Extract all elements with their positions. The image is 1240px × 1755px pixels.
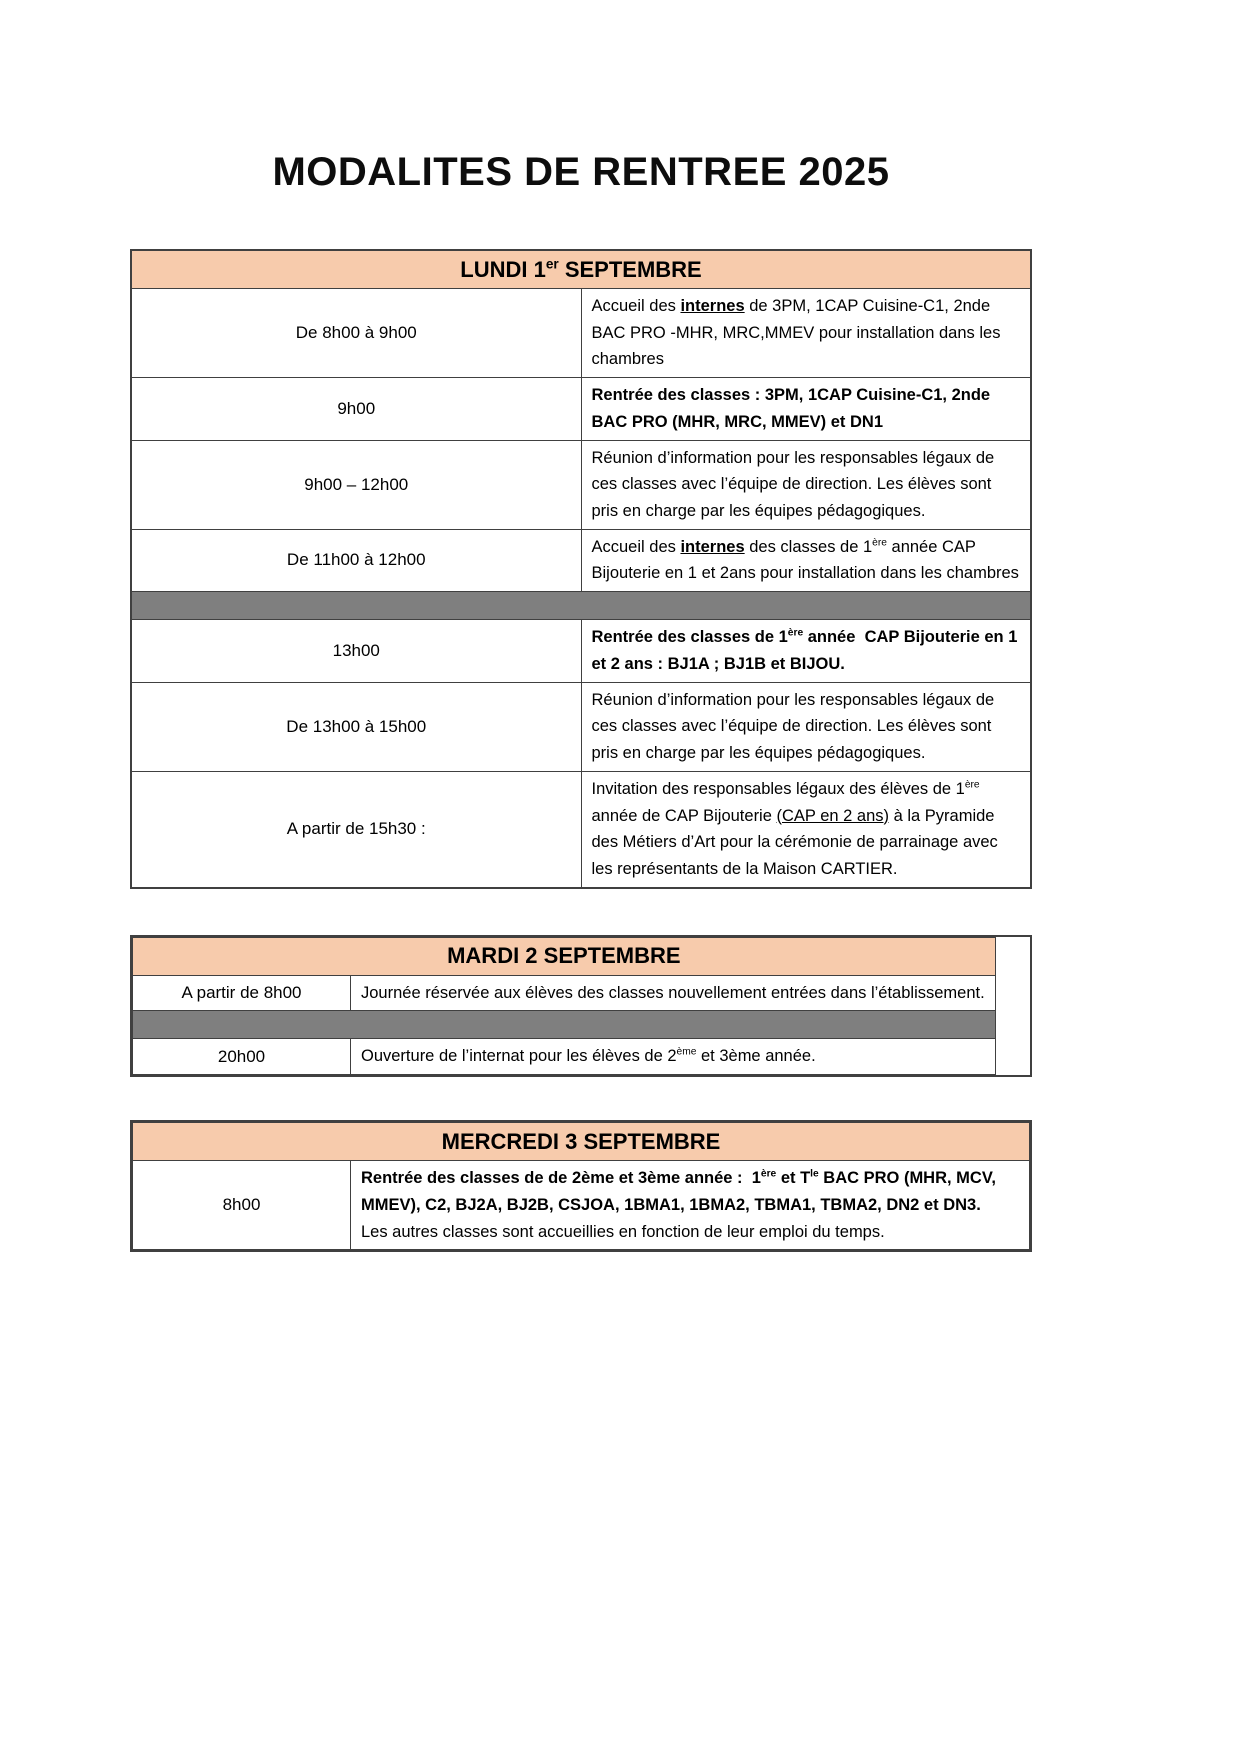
table-row <box>131 378 1031 440</box>
time-cell: A partir de 8h00 <box>133 975 351 1011</box>
time-cell: 20h00 <box>133 1039 351 1075</box>
tables-container <box>130 249 1032 1252</box>
content-paragraph <box>592 293 1021 373</box>
content-cell <box>581 289 1031 378</box>
text-segment: ère <box>787 627 804 639</box>
content-paragraph <box>361 1165 1019 1218</box>
text-segment: Accueil des <box>591 297 681 315</box>
text-segment: Rentrée des classes : 3PM, 1CAP Cuisine-C1, 2nde BAC PRO (MHR, MRC, MMEV) et DN1 <box>591 386 995 431</box>
table-header-lundi-1-septembre <box>131 250 1031 289</box>
text-segment: ère <box>872 537 887 549</box>
text-segment: année CAP Bijouterie en 1 et 2ans pour installation dans les chambres <box>591 537 1019 583</box>
table-header-mercredi-3-septembre <box>133 1123 1030 1161</box>
content-paragraph <box>592 534 1021 587</box>
separator-row <box>131 592 1031 620</box>
content-paragraph <box>361 1219 1019 1246</box>
table-row <box>131 440 1031 529</box>
text-segment: ère <box>760 1168 777 1180</box>
page-title: MODALITES DE RENTREE 2025 <box>272 150 890 194</box>
time-cell: 9h00 <box>131 378 581 440</box>
text-segment: BAC PRO (MHR, MCV, MMEV), C2, BJ2A, BJ2B, CSJOA, 1BMA1, 1BMA2, TBMA1, TBMA2, DN2 et DN3. <box>361 1169 1001 1214</box>
time-cell: 8h00 <box>133 1161 351 1250</box>
text-segment: LUNDI 1 <box>460 256 546 282</box>
table-header-row <box>131 250 1031 289</box>
document-page <box>130 0 1032 1252</box>
text-segment: Journée réservée aux élèves des classes nouvellement entrées dans l’établissement. <box>361 983 985 1002</box>
text-segment: année de CAP Bijouterie <box>591 779 985 825</box>
content-cell <box>581 440 1031 529</box>
table-row <box>133 975 996 1011</box>
table-row <box>131 682 1031 771</box>
text-segment: Ouverture de l’internat pour les élèves de 2 <box>361 1047 677 1066</box>
content-cell <box>351 975 996 1011</box>
text-segment: Les autres classes sont accueillies en fonction de leur emploi du temps. <box>361 1222 885 1241</box>
text-segment: SEPTEMBRE <box>558 256 702 282</box>
text-segment: le <box>810 1168 819 1180</box>
schedule-table-lundi-1-septembre <box>130 249 1032 889</box>
time-cell: De 11h00 à 12h00 <box>131 529 581 591</box>
table-header-row <box>133 937 996 975</box>
table-row <box>131 289 1031 378</box>
text-segment: des classes de 1 <box>744 537 873 556</box>
text-segment: MERCREDI 3 SEPTEMBRE <box>441 1128 721 1154</box>
separator-cell <box>131 592 1031 620</box>
content-paragraph <box>361 1043 985 1070</box>
time-cell: 13h00 <box>131 620 581 682</box>
table-header-mardi-2-septembre <box>133 937 996 975</box>
text-segment: année CAP Bijouterie en 1 et 2 ans : BJ1A ; BJ1B et BIJOU. <box>591 628 1022 673</box>
time-cell: De 8h00 à 9h00 <box>131 289 581 378</box>
text-segment: et T <box>776 1169 811 1188</box>
text-segment: MARDI 2 SEPTEMBRE <box>447 943 681 969</box>
text-segment: de 3PM, 1CAP Cuisine-C1, 2nde BAC PRO -MHR, MRC,MMEV pour installation dans les chambres <box>591 297 1006 369</box>
schedule-table-mardi-2-septembre <box>130 935 1032 1077</box>
table-row <box>131 771 1031 887</box>
schedule-table-mercredi-3-septembre <box>130 1120 1032 1252</box>
text-segment: ème <box>676 1046 697 1058</box>
text-segment: et 3ème année. <box>696 1047 816 1066</box>
table-row <box>131 620 1031 682</box>
text-segment: internes <box>680 297 745 315</box>
text-segment: ère <box>964 779 980 791</box>
time-cell: 9h00 – 12h00 <box>131 440 581 529</box>
text-segment: Rentrée des classes de 1 <box>591 628 788 647</box>
table-header-row <box>133 1123 1030 1161</box>
text-segment: internes <box>680 537 745 556</box>
text-segment: er <box>545 256 559 272</box>
table-row <box>131 529 1031 591</box>
table-row <box>133 1039 996 1075</box>
time-cell: A partir de 15h30 : <box>131 771 581 887</box>
content-cell <box>351 1161 1030 1250</box>
content-cell <box>581 620 1031 682</box>
text-segment: Rentrée des classes de de 2ème et 3ème année : 1 <box>361 1169 761 1188</box>
text-segment: à la Pyramide des Métiers d’Art pour la cérémonie de parrainage avec les représentants de la Maison CARTIER. <box>591 806 1003 878</box>
content-cell <box>581 771 1031 887</box>
content-paragraph <box>592 445 1021 525</box>
content-paragraph <box>361 980 985 1007</box>
text-segment: Invitation des responsables légaux des élèves de 1 <box>591 779 965 798</box>
text-segment: (CAP en 2 ans) <box>776 806 890 825</box>
content-paragraph <box>592 776 1021 883</box>
text-segment: Accueil des <box>591 537 681 556</box>
table-row <box>133 1161 1030 1250</box>
content-cell <box>581 378 1031 440</box>
content-cell <box>351 1039 996 1075</box>
content-cell <box>581 529 1031 591</box>
content-paragraph <box>592 687 1021 767</box>
content-paragraph <box>592 624 1021 677</box>
text-segment: Réunion d’information pour les responsables légaux de ces classes avec l’équipe de direction. Les élèves sont pris en charge par les équipes pédagogiques. <box>591 690 999 763</box>
text-segment: Réunion d’information pour les responsables légaux de ces classes avec l’équipe de direction. Les élèves sont pris en charge par les équipes pédagogiques. <box>591 448 999 521</box>
content-cell <box>581 682 1031 771</box>
separator-cell <box>133 1011 996 1039</box>
content-paragraph <box>592 382 1021 435</box>
separator-row <box>133 1011 996 1039</box>
time-cell: De 13h00 à 15h00 <box>131 682 581 771</box>
